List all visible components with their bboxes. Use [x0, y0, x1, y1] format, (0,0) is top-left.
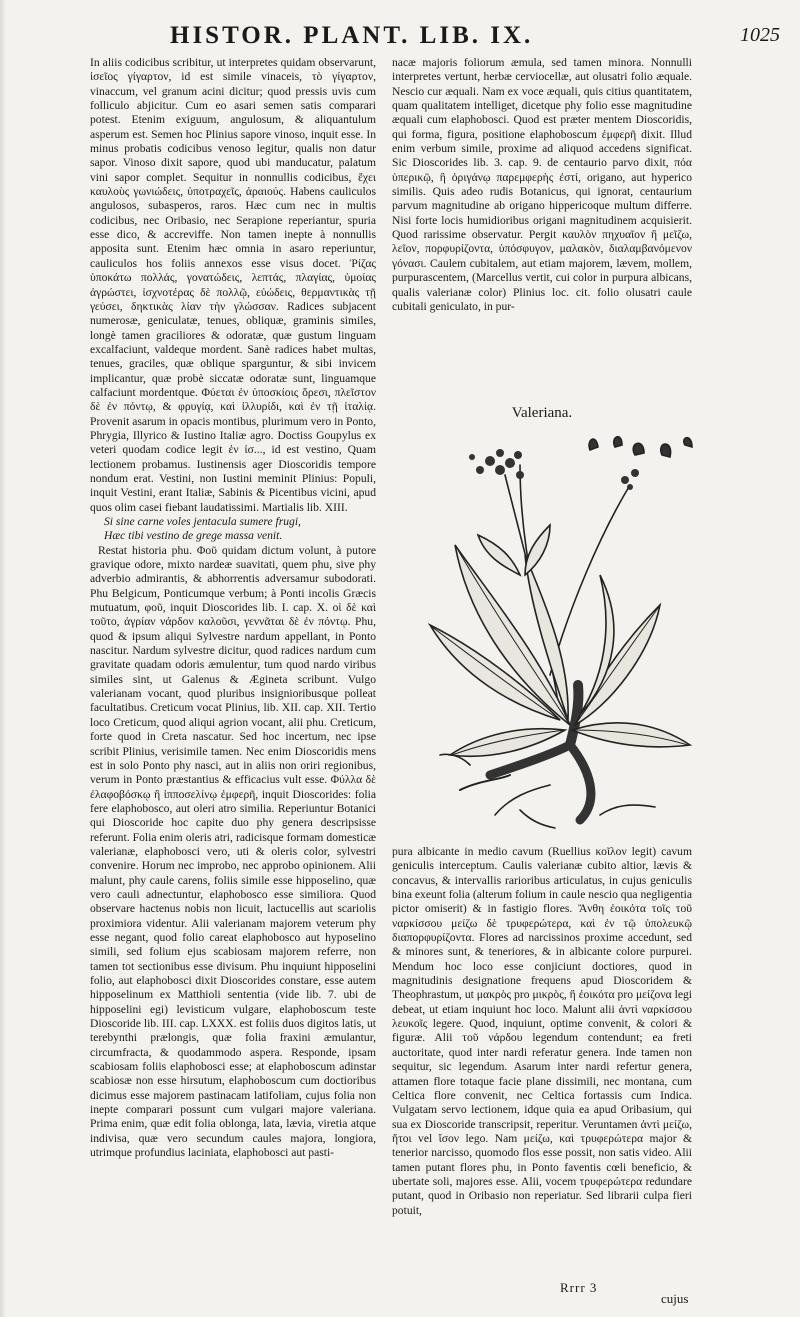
- paragraph: In aliis codicibus scribitur, ut interpretes quidam observarunt, ἰσεῖος γίγαρτον, id est simile vinaceis, τὸ γίγαρτον, vinaccum, vel granum acini dicitur; quod pressis uvis cum folliculo abjicitur. Cum eo asari semen satis comparari potest. Etenim exiguum, angulosum, & aliquantulum asperum est. Semen hoc Plinius sapore vinoso, inquit esse. In minus probatis codicibus venoso legitur, qualis non datur sapor. Vinoso dixit sapore, quod ubi manducatur, palatum vini sapor complet. Sequitur in nonnullis codicibus, ἔχει καυλοὺς γωνιώδεις, ὑποτραχεῖς, ἀραιούς. Habens cauliculos angulosos, subasperos, raros. Hæc cum nec in multis codicibus, nec Oribasio, nec Serapione reperiantur, spuria esse dico, & accreviffe. Non tamen inepte à nonnullis apposita sunt. Etenim hæc omnia in asaro reperiuntur, cauliculos hos foliis annexos esse visus docet. Ῥίζας ὑποκάτω πολλάς, γονατώδεις, λεπτάς, πλαγίας, ὑμοίας ἀγρώστει, ἰσχνοτέρας δὲ πολλῷ, εὐώδεις, θερμαντικὰς τῇ γεύσει, δηκτικὰς λίαν τὴν γλώσσαν. Radices subjacent numerosæ, geniculatæ, tenues, obliquæ, graminis similes, longè tamen graciliores & odoratæ, quæ gustum linguam excalfaciunt, valdeque mordent. Sanè radices habet multas, tenues, graciles, quæ oblique sparguntur, & sibi invicem implicantur, quæ probè siccatæ odoratæ sunt, linguamque calfaciunt mordentque. Φύεται ἐν ὑποσκίοις ὄρεσι, πλεῖστον δὲ ἐν πόντῳ, & φρυγίᾳ, καὶ ἰλλυρίδι, καὶ ἐν τῇ ἰταλίᾳ. Provenit asarum in opacis montibus, plurimum vero in Ponto, Phrygia, Illyrico & Iustino Italiæ agro. Doctiss Goupylus ex veteri quodam codice legit ἐν ἰσ..., id est vestino, Quam lectionem probamus. Iustinensis ager Dioscoridis tempore nondum erat. Vestini, non Iustini meminit Plinius: Populi, inquit Vestini, erant Italiæ, Sabinis & Picentibus vicini, apud quos olim casei fiebant laudatissimi. Martialis lib. XIII.: [90, 56, 376, 514]
- page-header: [170, 22, 780, 52]
- catchword: cujus: [661, 1291, 689, 1306]
- valerian-woodcut-illustration: [400, 425, 700, 835]
- running-title: HISTOR. PLANT. LIB. IX.: [170, 22, 534, 49]
- paragraph: nacæ majoris foliorum æmula, sed tamen minora. Nonnulli interpretes vertunt, herbæ cerviocellæ, aut olusatri folio æquale. Nescio cur æquali. Nam ex voce æquali, quis citius quantitatem, quam qualitatem intelliget, dicetque phy folio esse magnitudine æquali cum elaphobosci. Quod est præter mentem Dioscoridis, qui forma, figura, positione elaphoboscum ἐμφερῆ dixit. Illud enim verbum simile, proxime ad aliquod accedens significat. Sic Dioscorides lib. 3. cap. 9. de centaurio parvo dixit, πόα ὑπερικῷ, ἢ ὀριγάνῳ παρεμφερὴς ἐστί, origano, aut hyperico similis. Quis adeo rudis Botanicus, qui ignorat, centaurium parvum magnitudine ab origano hippericoque multum differre. Nisi forte locis humidioribus origani magnitudinem acquisierit. Quod rarissime observatur. Pergit καυλὸν πηχυαῖον ἢ μεῖζω, λεῖον, πορφυρίζοντα, ὑπόσφυγον, μαλακὸν, διαλαμβανόμενον γόνασι. Caulem cubitalem, aut etiam majorem, lævem, mollem, purpurascentem, (Marcellus vertit, cui color in purpura albicans, qualis valerianæ color) Plinius loc. cit. folio olusatri caule cubitali geniculato, in pur-: [392, 56, 692, 313]
- paragraph: pura albicante in medio cavum (Ruellius κοῖλον legit) cavum geniculis interceptum. Caulis valerianæ cubito altior, lævis & concavus, & intervallis rarioribus articulatus, in cujus geniculis bina exeunt folia (alterum folium in caule nescio qua negligentia pictor omiserit) & in fastigio flores. Ἄνθη ἐοικότα τοῖς τοῦ ναρκίσσου μείζω δὲ τρυφερώτερα, καὶ ἐν τῷ ὑπολευκῷ διαπορφυρίζοντα. Flores ad narcissinos proxime accedunt, sed & minores sunt, & teneriores, & in albicante colore purpurei. Mendum hoc loco esse conjiciunt doctiores, quod in magnitudinis designatione frequens apud Dioscoridem & Theophrastum, ut μακρὸς pro μικρὸς, ἢ ἐοικότα pro μείζονα legi debeat, ut etiam inquiunt hoc loco. Malunt alii ἀντὶ ναρκίσσου λευκοῖς legere. Quod, inquiunt, optime convenit, & colori & figuræ. Alii τοῦ νάρδου legendum contendunt; ea freti auctoritate, quod inter nardi referatur genera. Inde tamen non sequitur, sic legendum. Asarum inter nardi refertur genera, attamen flore totaque facie plane dissimili, nec montana, cum Celtica flore convenit, nec Celtica fortassis cum Indica. Vulgatam servo lectionem, idque quia ea apud Oribasium, qui sua ex Dioscoride transcripsit, reperitur. Veruntamen ἀντὶ μείζω, ἤτοι vel ἴσον lego. Nam μείζω, καὶ τρυφερώτερα major & tenerior narcisso, quomodo flos esse possit, non satis video. Alii tamen putant flores phu, in Ponto faventis cœli beneficio, & ubertate soli, majores esse. Alii, vocem τρυφερώτερα redundare putant, quod in Oribasio non reperiatur. Sed librarii culpa fieri potuit,: [392, 845, 692, 1217]
- verse-line: Hæc tibi vestino de grege massa venit.: [104, 529, 283, 543]
- figure-title: Valeriana.: [511, 405, 573, 421]
- paragraph: Restat historia phu. Φοῦ quidam dictum volunt, à putore gravique odore, mixto nardeæ suavitati, quem phu, sive phy adverbio admirantis, & abhorrentis adversamur subodorati. Phu Belgicum, Ponticumque verbum; à Ponti incolis Græcis mutuatum, φοῦ, inquit Dioscorides lib. I. cap. X. οἱ δὲ καὶ τοῦτο, ἀγρίαν νάρδον καλοῦσι, γεννᾶται δὲ ἐν πόντῳ. Phu, quod & ipsum aliqui Sylvestre nardum appellant, in Ponto nascitur. Nardum sylvestre dicitur, quod radices nardum cum gravitate quadam odoris æmulentur, tum quod nardo viribus similes sint, ut Galenus & Ægineta scribunt. Vulgo valerianam vocant, quod pluribus insignioribusque polleat facultatibus. Creticum vocat Plinius, lib. XII. cap. XII. Tertio loco Creticum, quod aliqui agrion vocant, alii phu. Creticum, forte quod in Creta nascatur. Sed hoc incertum, nec ipse scribit Plinius, verisimile tamen. Nec enim Dioscoridis mens est in solo Ponto phy nasci, aut in aliis non oriri regionibus, verum in Ponto præstantius & efficacius vult esse. Φύλλα δὲ ἐλαφοβόσκῳ ἢ ἱπποσελίνῳ ἐμφερῆ, inquit Dioscorides: folia fere elaphobosco, aut oleri atro similia. Reperiuntur Botanici qui Dioscoride hoc capite duo phy genera descripsisse referunt. Folia enim oleris atri, radicisque formam domesticæ valerianæ, elaphobosci vero, uti & oleris color, sylvestri convenire. Horum nec improbo, nec approbo opinionem. Alii malunt, phy caule carens, foliis simile esse hipposelino, quæ vero cauli adnectuntur, elaphobosco esse similiora. Quod observare hactenus nobis non licuit, lactucellis aut scariolis proximiora videntur. Alii valerianam majorem veterum phy esse negant, quod folio careat elaphobosco aut hyposelino simili, sed folium ejus scabiosam majorem referre, non tamen tot sectionibus esse divisum. Phu inquiunt hipposelini folio, aut elaphobosci dixit Dioscorides constare, esse autem hipposelinum ex Matthioli sententia (vide lib. 7. ubi de hipposelini egi) levisticum vulgare, elaphoboscum teste Dioscoride lib. III. cap. LXXX. est foliis duos digitos latis, ut terebynthi prælongis, quæ folia fraxini æmulantur, circumfracta, & quodammodo aspera. Responde, ipsam scabiosam foliis elaphobosci esse; at elaphoboscum adinstar scabiosæ non esse hirsutum, elaphoboscum cum doctioribus dicimus esse majorem pastinacam latifoliam, cujus folia non inepte comparari possunt cum vulgari majore valeriana. Prima enim, quæ edit folia oblonga, lata, lævia, viretia atque indivisa, quæ vero secundum caules majora, longiora, utrimque profundius laciniata, elaphobosci aut pasti-: [90, 543, 376, 1160]
- page-edge-shadow: [0, 0, 6, 1317]
- page-number: 1025: [740, 24, 780, 46]
- left-column: [90, 56, 376, 1160]
- signature-mark: Rrrr 3: [560, 1280, 598, 1295]
- right-column-top: [392, 56, 692, 314]
- verse-line: Si sine carne voles jentacula sumere frugi,: [104, 515, 301, 528]
- right-column-bottom: [392, 845, 692, 1218]
